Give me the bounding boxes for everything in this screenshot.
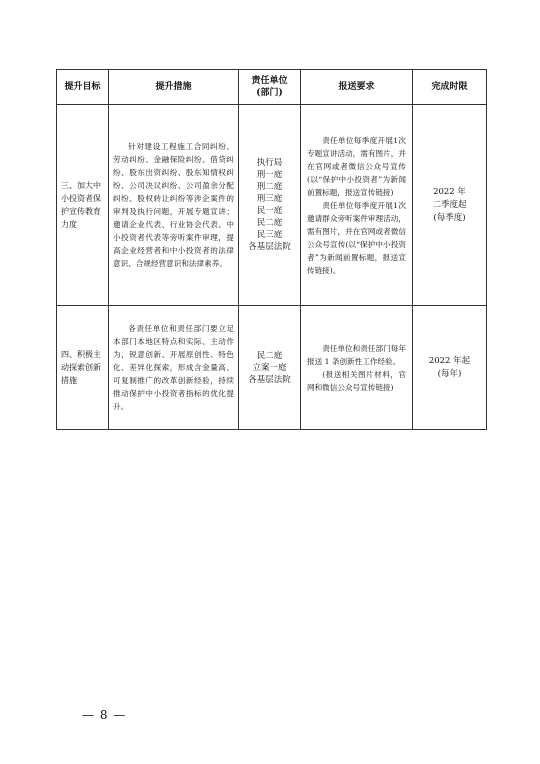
deadline-line: (每年) [437, 368, 462, 379]
measure-cell [109, 105, 239, 306]
unit-cell [239, 306, 301, 430]
header-report: 报送要求 [301, 70, 413, 105]
unit-item: 立案一庭 [252, 362, 287, 373]
header-row [57, 70, 487, 105]
unit-item: 各基层法院 [248, 242, 291, 252]
report-paragraph: 责任单位每季度开展1次专题宣讲活动，需有图片，并在官网或者微信公众号宣传(以“保护中小投资者”为新闻前置标题，报送宣传链接) [307, 135, 406, 197]
header-measures: 提升措施 [109, 70, 239, 105]
unit-item: 执行局 [256, 158, 283, 168]
report-cell [301, 105, 413, 306]
deadline-line: 2022 年起 [428, 355, 471, 366]
header-unit [239, 70, 301, 105]
deadline-cell [413, 306, 487, 430]
header-unit-line2: (部门) [256, 88, 283, 98]
unit-item: 民三庭 [256, 230, 283, 240]
unit-item: 民二庭 [256, 218, 283, 228]
goal-cell: 四、积极主动探索创新措施 [57, 306, 109, 430]
header-deadline: 完成时限 [413, 70, 487, 105]
measure-text: 针对建设工程施工合同纠纷、劳动纠纷、金融保险纠纷、借贷纠纷、股东出资纠纷、股东知情权纠纷、公司决议纠纷、公司盈余分配纠纷、股权转让纠纷等涉企案件的审判及执行问题，开展专题宣讲；邀请企业代表、行业协会代表、中小投资者代表等旁听案件审理，提高企业经营者和中小投资者的法律意识、合规经营意识和法律素养。 [113, 142, 234, 268]
report-paragraph: 责任单位和责任部门每年报送 1 条创新性工作经验。 [307, 343, 406, 366]
unit-item: 民一庭 [256, 206, 283, 216]
unit-item: 刑二庭 [256, 182, 283, 192]
goal-cell: 三、加大中小投资者保护宣传教育力度 [57, 105, 109, 306]
deadline-line: 2022 年 [433, 186, 466, 197]
report-paragraph: (报送相关图片材料，官网和微信公众号宣传链接) [307, 369, 406, 392]
measure-text: 各责任单位和责任部门要立足本部门本地区特点和实际、主动作为，锐意创新、开展原创性、特色化、差异化探索，形成含金量高、可复制推广的改革创新经验，持续推动保护中小投资者指标的优化提升。 [113, 324, 234, 411]
header-goal: 提升目标 [57, 70, 109, 105]
table-row [57, 306, 487, 430]
report-cell [301, 306, 413, 430]
report-paragraph: 责任单位每季度开展1次邀请群众旁听案件审理活动，需有图片，并在官网或者微信公众号宣传(以“保护中小投资者”为新闻前置标题，报送宣传链接)。 [307, 200, 406, 275]
measure-cell [109, 306, 239, 430]
deadline-line: 二季度起 [432, 199, 467, 210]
task-table [56, 69, 487, 430]
unit-item: 刑一庭 [256, 170, 283, 180]
deadline-line: (每季度) [433, 212, 466, 223]
page-number: — 8 — [82, 708, 127, 722]
unit-item: 各基层法院 [248, 374, 291, 385]
table-row [57, 105, 487, 306]
deadline-cell [413, 105, 487, 306]
unit-item: 刑三庭 [256, 194, 283, 204]
header-unit-line1: 责任单位 [251, 76, 288, 86]
unit-cell [239, 105, 301, 306]
unit-item: 民二庭 [256, 350, 283, 361]
